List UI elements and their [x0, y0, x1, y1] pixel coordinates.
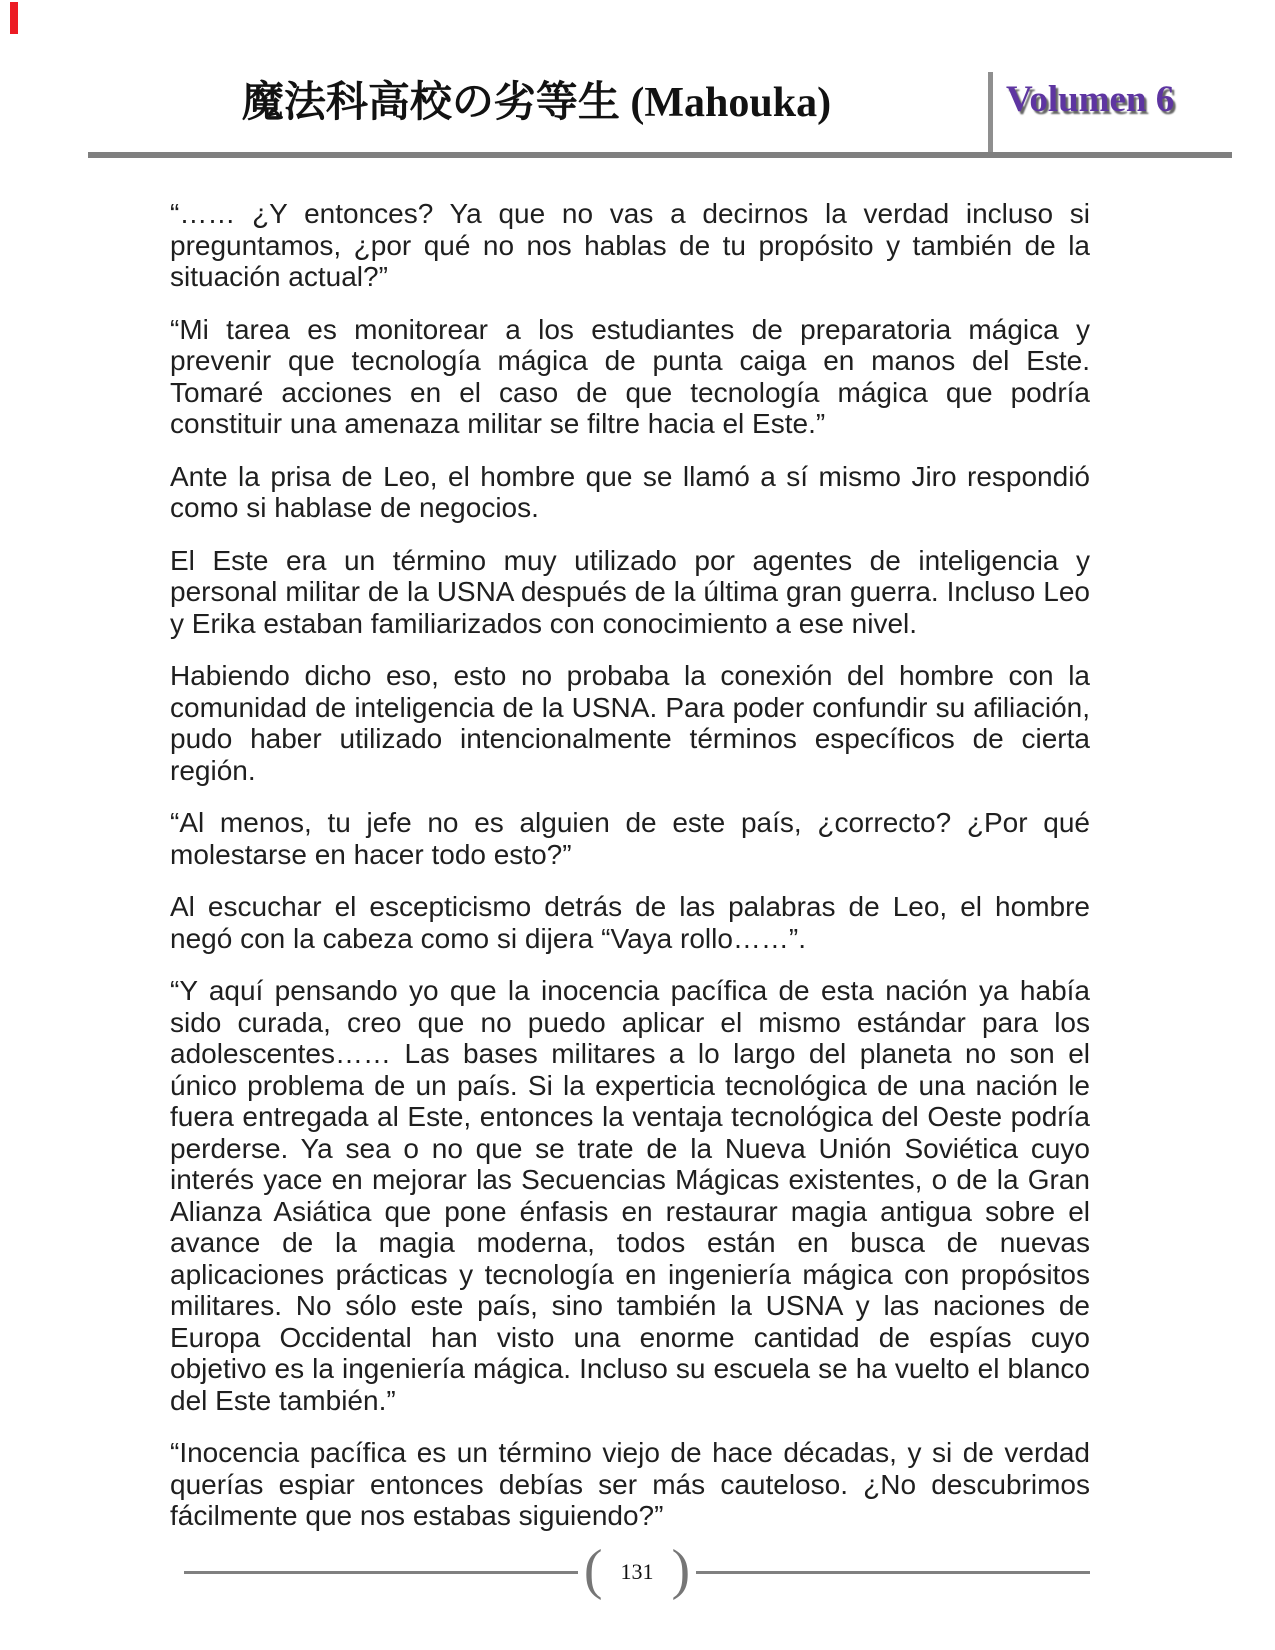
page-body-text [170, 198, 1090, 1532]
page-number: 131 [620, 1559, 654, 1584]
page-number-bracket-right: ) [671, 1539, 691, 1601]
red-annotation-mark [10, 2, 18, 34]
body-paragraph: Ante la prisa de Leo, el hombre que se llamó a sí mismo Jiro respondió como si hablase de negocios. [170, 460, 1090, 523]
page-footer [184, 1540, 1090, 1604]
body-paragraph: “Y aquí pensando yo que la inocencia pacífica de esta nación ya había sido curada, creo que no puedo aplicar el mismo estándar para los adolescentes…… Las bases militares a lo largo del planeta no son el único problema de un país. Si la experticia tecnológica de una nación le fuera entregada al Este, entonces la ventaja tecnológica del Oeste podría perderse. Ya sea o no que se trate de la Nueva Unión Soviética cuyo interés yace en mejorar las Secuencias Mágicas existentes, o de la Gran Alianza Asiática que pone énfasis en restaurar magia antigua sobre el avance de la magia moderna, todos están en busca de nuevas aplicaciones prácticas y tecnología en ingeniería mágica con propósitos militares. No sólo este país, sino también la USNA y las naciones de Europa Occidental han visto una enorme cantidad de espías cuyo objetivo es la ingeniería mágica. Incluso su escuela se ha vuelto el blanco del Este también.” [170, 975, 1090, 1416]
body-paragraph: Al escuchar el escepticismo detrás de las palabras de Leo, el hombre negó con la cabeza como si dijera “Vaya rollo……”. [170, 891, 1090, 954]
header-vertical-divider [988, 72, 993, 156]
body-paragraph: “Inocencia pacífica es un término viejo de hace décadas, y si de verdad querías espiar entonces debías ser más cauteloso. ¿No descubrimos fácilmente que nos estabas siguiendo?” [170, 1437, 1090, 1531]
body-paragraph: “Mi tarea es monitorear a los estudiantes de preparatoria mágica y prevenir que tecnología mágica de punta caiga en manos del Este. Tomaré acciones en el caso de que tecnología mágica que podría constituir una amenaza militar se filtre hacia el Este.” [170, 313, 1090, 439]
header-horizontal-rule [88, 152, 1232, 158]
body-paragraph: “Al menos, tu jefe no es alguien de este país, ¿correcto? ¿Por qué molestarse en hacer todo esto?” [170, 807, 1090, 870]
body-paragraph: El Este era un término muy utilizado por agentes de inteligencia y personal militar de la USNA después de la última gran guerra. Incluso Leo y Erika estaban familiarizados con conocimiento a ese nivel. [170, 544, 1090, 639]
volume-label: Volumen 6 [1006, 79, 1175, 120]
document-title: 魔法科高校の劣等生 (Mahouka) [241, 80, 832, 126]
footer-rule-left [184, 1571, 578, 1574]
body-paragraph: Habiendo dicho eso, esto no probaba la conexión del hombre con la comunidad de inteligencia de la USNA. Para poder confundir su afiliación, pudo haber utilizado intencionalmente términos específicos de cierta región. [170, 660, 1090, 786]
body-paragraph: “…… ¿Y entonces? Ya que no vas a decirnos la verdad incluso si preguntamos, ¿por qué no nos hablas de tu propósito y también de la situación actual?” [170, 198, 1090, 292]
page-number-bracket-left: ( [583, 1539, 603, 1601]
footer-rule-right [696, 1571, 1090, 1574]
